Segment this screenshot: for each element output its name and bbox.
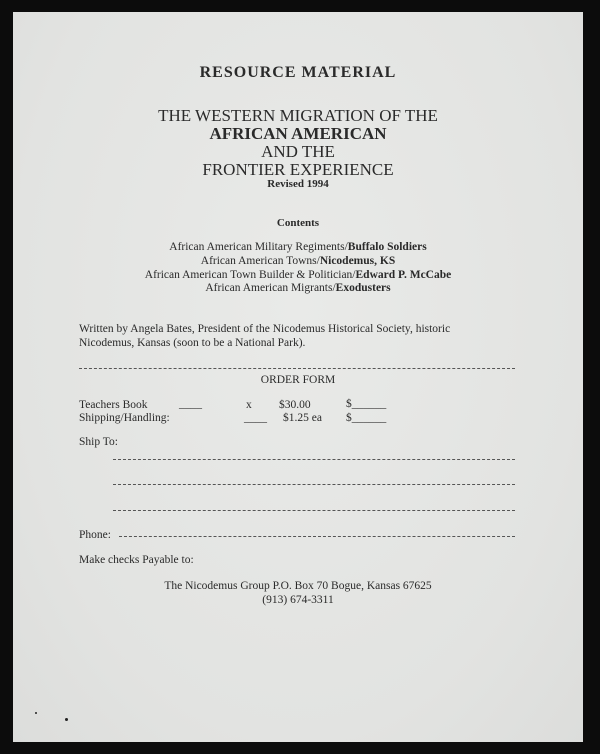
- document-page: [13, 12, 583, 742]
- contents-item-prefix: African American Migrants/: [205, 282, 336, 294]
- contents-item-prefix: African American Town Builder & Politician/: [144, 269, 356, 281]
- contents-heading: Contents: [276, 217, 320, 229]
- payee-phone: (913) 674-3311: [262, 594, 334, 606]
- times-symbol: x: [246, 399, 252, 411]
- contents-item-bold: Buffalo Soldiers: [347, 241, 427, 253]
- contents-item-prefix: African American Military Regiments/: [169, 241, 348, 253]
- author-line-2: Nicodemus, Kansas (soon to be a National Park).: [79, 337, 306, 349]
- contents-item-bold: Nicodemus, KS: [319, 255, 396, 267]
- resource-heading: RESOURCE MATERIAL: [199, 64, 397, 81]
- shipping-label: Shipping/Handling:: [79, 412, 170, 424]
- author-line-1: Written by Angela Bates, President of the Nicodemus Historical Society, historic: [79, 323, 451, 335]
- teachers-book-label: Teachers Book: [79, 399, 148, 411]
- contents-item: [13, 282, 583, 294]
- ship-to-label: Ship To:: [79, 436, 118, 448]
- contents-item-prefix: African American Towns/: [200, 255, 320, 267]
- teachers-book-qty: ____: [179, 398, 202, 410]
- title-line-3: AND THE: [261, 142, 335, 161]
- ship-to-line-1: [113, 459, 515, 460]
- phone-label: Phone:: [79, 529, 111, 541]
- ship-to-line-2: [113, 484, 515, 485]
- teachers-book-total: $______: [346, 398, 387, 410]
- contents-item-bold: Exodusters: [335, 282, 391, 294]
- divider: [79, 368, 515, 369]
- title-line-1: THE WESTERN MIGRATION OF THE: [158, 106, 438, 125]
- payee-address: The Nicodemus Group P.O. Box 70 Bogue, Kansas 67625: [164, 580, 432, 592]
- title-line-2: AFRICAN AMERICAN: [209, 124, 387, 143]
- shipping-price: $1.25 ea: [283, 412, 322, 424]
- contents-item: [13, 255, 583, 267]
- checks-label: Make checks Payable to:: [79, 554, 194, 566]
- phone-line: [119, 536, 515, 537]
- order-form-heading: ORDER FORM: [260, 374, 336, 386]
- shipping-qty: ____: [244, 412, 267, 424]
- contents-item: [13, 241, 583, 253]
- revised-date: Revised 1994: [267, 178, 329, 190]
- title-line-4: FRONTIER EXPERIENCE: [202, 160, 394, 179]
- teachers-book-price: $30.00: [279, 399, 311, 411]
- shipping-total: $______: [346, 412, 387, 424]
- ship-to-line-3: [113, 510, 515, 511]
- contents-item: [13, 269, 583, 281]
- contents-item-bold: Edward P. McCabe: [355, 269, 452, 281]
- paper-speck: [65, 718, 68, 721]
- paper-speck: [35, 712, 37, 714]
